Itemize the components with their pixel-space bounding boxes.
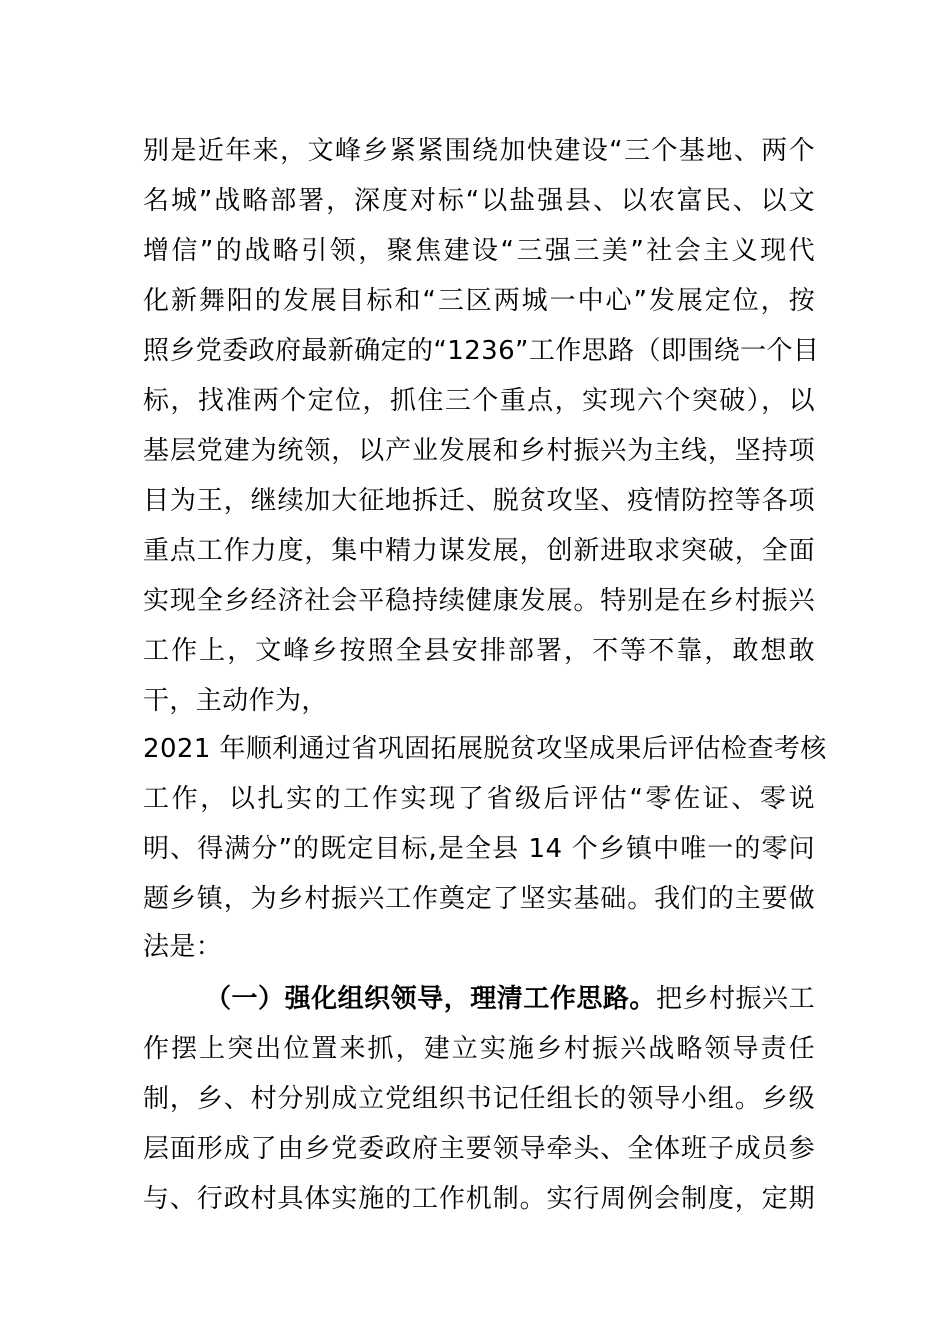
- text-line: 标，找准两个定位，抓住三个重点，实现六个突破），以: [143, 386, 815, 416]
- text-line: 题乡镇，为乡村振兴工作奠定了坚实基础。我们的主要做: [143, 884, 815, 914]
- text-line: 制，乡、村分别成立党组织书记任组长的领导小组。乡级: [143, 1084, 815, 1114]
- text-line: 别是近年来，文峰乡紧紧围绕加快建设“三个基地、两个: [143, 136, 815, 166]
- text-line: 与、行政村具体实施的工作机制。实行周例会制度，定期: [143, 1184, 815, 1214]
- text-line: 实现全乡经济社会平稳持续健康发展。特别是在乡村振兴: [143, 586, 815, 616]
- text-line: 干，主动作为，: [143, 686, 328, 716]
- text-line: 照乡党委政府最新确定的“1236”工作思路（即围绕一个目: [143, 336, 820, 366]
- text-line: 作摆上突出位置来抓，建立实施乡村振兴战略领导责任: [143, 1034, 815, 1064]
- text-line: 名城”战略部署，深度对标“以盐强县、以农富民、以文: [143, 186, 815, 216]
- text-line: 重点工作力度，集中精力谋发展，创新进取求突破，全面: [143, 536, 815, 566]
- text-line: 法是：: [143, 932, 223, 962]
- section-text: 把乡村振兴工: [655, 984, 815, 1014]
- text-line: 目为王，继续加大征地拆迁、脱贫攻坚、疫情防控等各项: [143, 486, 815, 516]
- text-line: 化新舞阳的发展目标和“三区两城一中心”发展定位，按: [143, 286, 815, 316]
- section-heading-line: [205, 974, 815, 1024]
- text-line: 基层党建为统领，以产业发展和乡村振兴为主线，坚持项: [143, 436, 815, 466]
- section-heading: （一）强化组织领导，理清工作思路。: [205, 984, 656, 1014]
- text-line: 层面形成了由乡党委政府主要领导牵头、全体班子成员参: [143, 1134, 815, 1164]
- text-line: 工作，以扎实的工作实现了省级后评估“零佐证、零说: [143, 784, 815, 814]
- text-line: 2021 年顺利通过省巩固拓展脱贫攻坚成果后评估检查考核: [143, 734, 827, 764]
- text-line: 明、得满分”的既定目标,是全县 14 个乡镇中唯一的零问: [143, 834, 815, 864]
- text-line: 工作上，文峰乡按照全县安排部署，不等不靠，敢想敢: [143, 636, 815, 666]
- text-line: 增信”的战略引领，聚焦建设“三强三美”社会主义现代: [143, 236, 815, 266]
